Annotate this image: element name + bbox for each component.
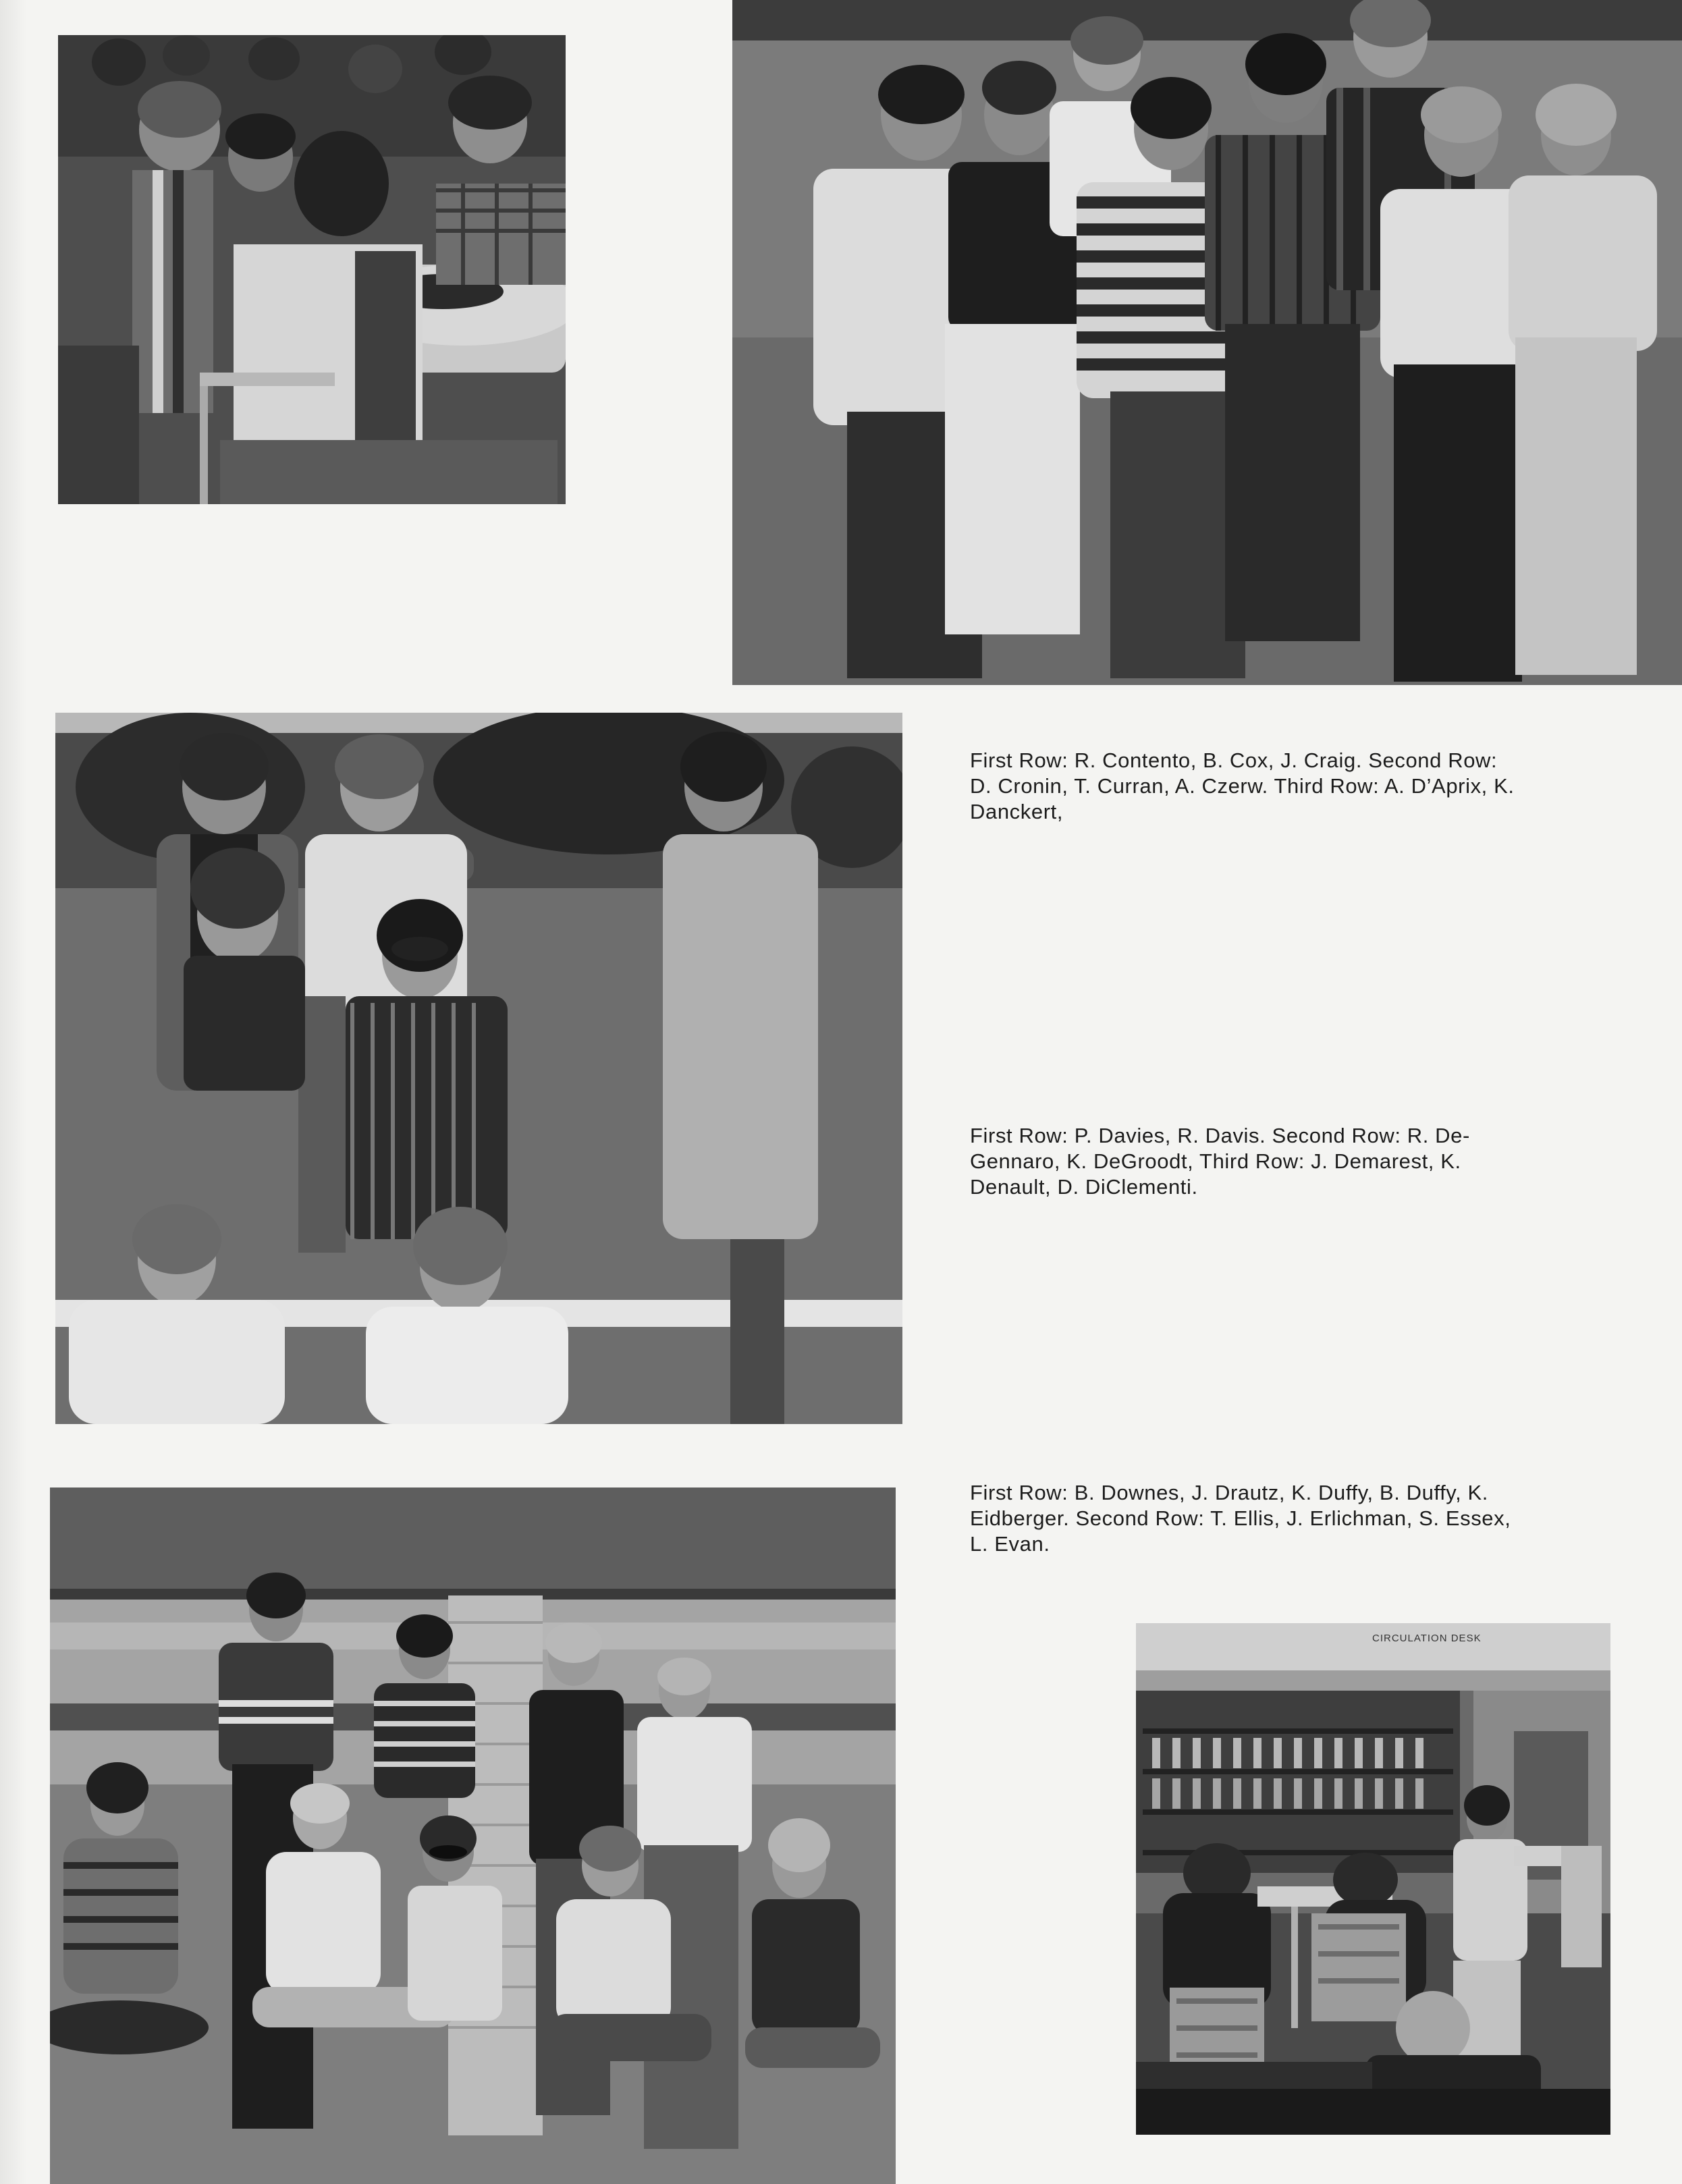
- cafeteria-photo: [58, 35, 566, 504]
- group-photo-overpass: [50, 1487, 896, 2184]
- page-fold-shadow: [0, 0, 27, 2184]
- caption-group-3: First Row: B. Downes, J. Drautz, K. Duffy, B. Duffy, K. Eidberger. Second Row: T. Ellis, J. Erlichman, S. Essex, L. Evan.: [970, 1481, 1511, 1556]
- circulation-desk-sign: CIRCULATION DESK: [1372, 1633, 1482, 1644]
- caption-group-2: First Row: P. Davies, R. Davis. Second Row: R. De-Gennaro, K. DeGroodt, Third Row: J. Demarest, K. Denault, D. DiClementi.: [970, 1124, 1470, 1199]
- caption-group-1: First Row: R. Contento, B. Cox, J. Craig. Second Row: D. Cronin, T. Curran, A. Czerw. Third Row: A. D’Aprix, K. Danckert,: [970, 748, 1515, 823]
- group-photo-fence: [55, 713, 902, 1424]
- library-photo: [1136, 1623, 1610, 2135]
- group-photo-field: [732, 0, 1682, 685]
